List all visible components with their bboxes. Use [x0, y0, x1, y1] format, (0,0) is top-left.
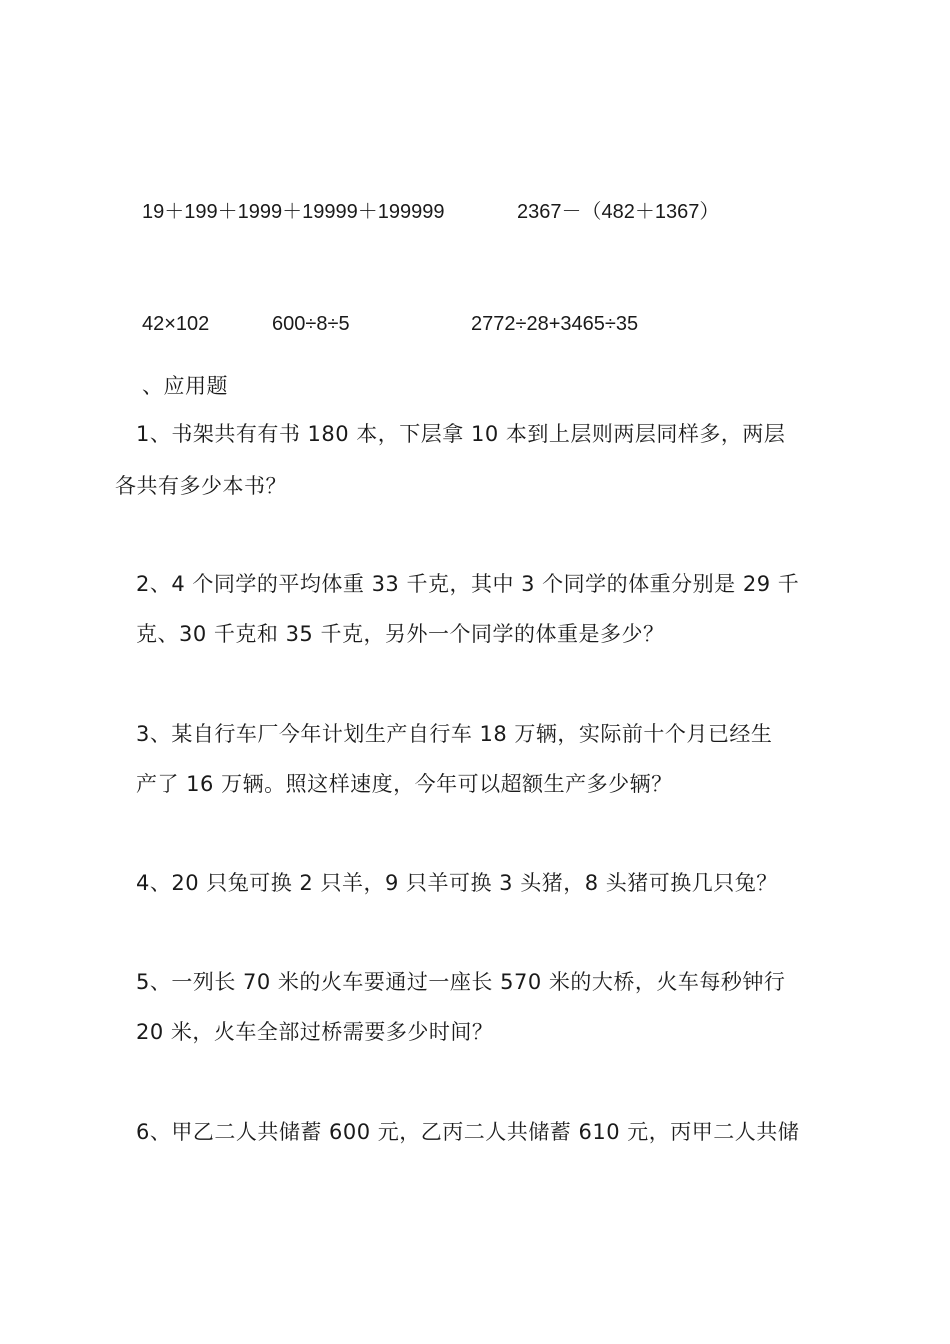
calc-expression-4: 600÷8÷5	[272, 313, 350, 335]
problem-1-line-2: 各共有多少本书？	[115, 474, 287, 498]
calc-expression-3: 42×102	[142, 313, 210, 335]
problem-5-line-2: 20 米，火车全部过桥需要多少时间？	[136, 1020, 494, 1044]
problem-3-line-1: 3、某自行车厂今年计划生产自行车 18 万辆，实际前十个月已经生	[136, 722, 773, 746]
problem-3-line-2: 产了 16 万辆。照这样速度，今年可以超额生产多少辆？	[136, 772, 673, 796]
problem-2-line-1: 2、4 个同学的平均体重 33 千克，其中 3 个同学的体重分别是 29 千	[136, 572, 800, 596]
section-heading: 、应用题	[142, 374, 228, 398]
problem-5-line-1: 5、一列长 70 米的火车要通过一座长 570 米的大桥，火车每秒钟行	[136, 970, 786, 994]
calc-expression-1: 19＋199＋1999＋19999＋199999	[142, 201, 445, 223]
calc-expression-2: 2367－（482＋1367）	[517, 201, 720, 223]
problem-2-line-2: 克、30 千克和 35 千克，另外一个同学的体重是多少？	[136, 622, 665, 646]
problem-6-line-1: 6、甲乙二人共储蓄 600 元，乙丙二人共储蓄 610 元，丙甲二人共储	[136, 1120, 800, 1144]
problem-1-line-1: 1、书架共有有书 180 本，下层拿 10 本到上层则两层同样多，两层	[136, 422, 786, 446]
calc-expression-5: 2772÷28+3465÷35	[471, 313, 639, 335]
problem-4-line-1: 4、20 只兔可换 2 只羊，9 只羊可换 3 头猪，8 头猪可换几只兔？	[136, 871, 778, 895]
